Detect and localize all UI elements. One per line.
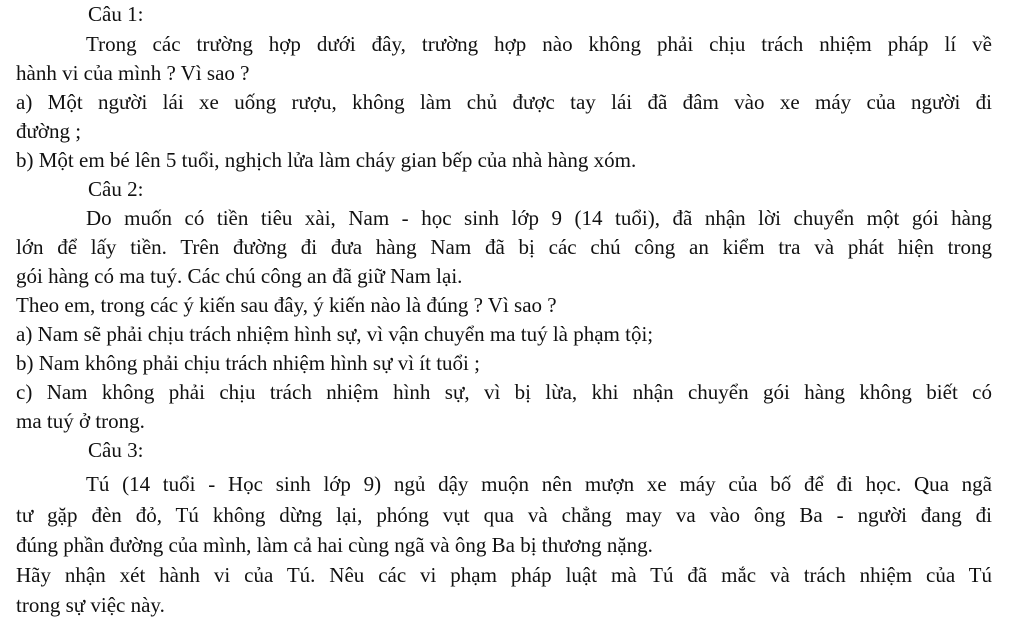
question-1-option-a-line-2: đường ; <box>16 119 82 143</box>
question-2-scenario-line-2: lớn để lấy tiền. Trên đường đi đưa hàng Nam đã bị các chú công an kiểm tra và phát hiện trong <box>16 235 992 259</box>
question-2-scenario-line-1: Do muốn có tiền tiêu xài, Nam - học sinh lớp 9 (14 tuổi), đã nhận lời chuyển một gói hàng <box>86 206 992 230</box>
question-1-heading: Câu 1: <box>88 2 144 26</box>
question-3-scenario-line-2: tư gặp đèn đỏ, Tú không dừng lại, phóng vụt qua và chẳng may va vào ông Ba - người đang đi <box>16 503 992 527</box>
question-3-heading: Câu 3: <box>88 438 144 462</box>
question-1-option-a-line-1: a) Một người lái xe uống rượu, không làm chủ được tay lái đã đâm vào xe máy của người đi <box>16 90 992 114</box>
question-2-option-a: a) Nam sẽ phải chịu trách nhiệm hình sự, vì vận chuyển ma tuý là phạm tội; <box>16 322 654 346</box>
question-2-option-c-line-1: c) Nam không phải chịu trách nhiệm hình sự, vì bị lừa, khi nhận chuyển gói hàng không biết có <box>16 380 992 404</box>
question-1-text-line-1: Trong các trường hợp dưới đây, trường hợp nào không phải chịu trách nhiệm pháp lí về <box>86 32 992 56</box>
question-3-scenario-line-3: đúng phần đường của mình, làm cả hai cùng ngã và ông Ba bị thương nặng. <box>16 533 653 557</box>
question-2-scenario-line-3: gói hàng có ma tuý. Các chú công an đã giữ Nam lại. <box>16 264 463 288</box>
question-3-task-line-2: trong sự việc này. <box>16 593 165 617</box>
question-2-option-b: b) Nam không phải chịu trách nhiệm hình sự vì ít tuổi ; <box>16 351 480 375</box>
question-1-option-b: b) Một em bé lên 5 tuổi, nghịch lửa làm cháy gian bếp của nhà hàng xóm. <box>16 148 637 172</box>
question-2-heading: Câu 2: <box>88 177 144 201</box>
question-3-scenario-line-1: Tú (14 tuổi - Học sinh lớp 9) ngủ dậy muộn nên mượn xe máy của bố để đi học. Qua ngã <box>86 472 992 496</box>
question-3-task-line-1: Hãy nhận xét hành vi của Tú. Nêu các vi phạm pháp luật mà Tú đã mắc và trách nhiệm của Tú <box>16 563 992 587</box>
question-2-option-c-line-2: ma tuý ở trong. <box>16 409 145 433</box>
question-2-prompt: Theo em, trong các ý kiến sau đây, ý kiến nào là đúng ? Vì sao ? <box>16 293 557 317</box>
question-1-text-line-2: hành vi của mình ? Vì sao ? <box>16 61 250 85</box>
